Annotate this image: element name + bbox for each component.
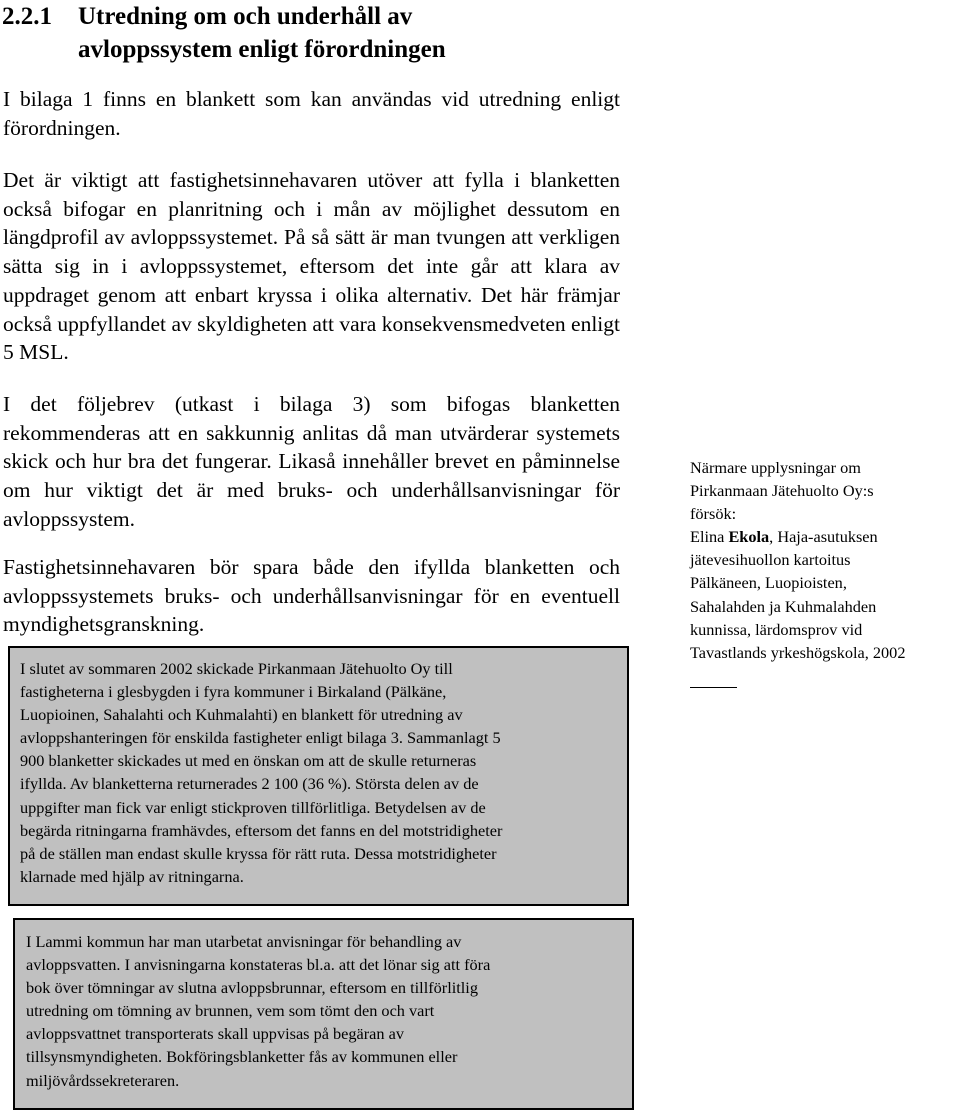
box-line: tillsynsmyndigheten. Bokföringsblanketter fås av kommunen eller xyxy=(26,1047,458,1067)
box-line: I slutet av sommaren 2002 skickade Pirkanmaan Jätehuolto Oy till xyxy=(20,659,453,678)
box-line: ifyllda. Av blanketterna returnerades 2 100 (36 %). Största delen av de xyxy=(20,774,479,794)
box-line: avloppsvattnet transporterats skall uppvisas på begäran av xyxy=(26,1024,404,1044)
case-study-box-pirkanmaa xyxy=(8,646,629,906)
box-line: uppgifter man fick var enligt stickproven tillförlitliga. Betydelsen av de xyxy=(20,797,486,817)
box-line: I Lammi kommun har man utarbetat anvisningar för behandling av xyxy=(26,932,462,951)
margin-note-line: Närmare upplysningar om xyxy=(690,458,861,477)
margin-note-line: jätevesihuollon kartoitus xyxy=(690,550,851,570)
case-study-box-lammi xyxy=(13,918,634,1110)
box-line: utredning om tömning av brunnen, vem som tömt den och vart xyxy=(26,1001,435,1021)
box-line: 900 blanketter skickades ut med en önskan om att de skulle returneras xyxy=(20,751,477,771)
box-line: bok över tömningar av slutna avloppsbrunnar, eftersom en tillförlitlig xyxy=(26,978,478,998)
box-line: fastigheterna i glesbygden i fyra kommuner i Birkaland (Pälkäne, xyxy=(20,682,447,702)
author-first-name: Elina xyxy=(690,527,729,547)
margin-note-line: försök: xyxy=(690,504,737,524)
body-paragraph: Det är viktigt att fastighetsinnehavaren utöver att fylla i blanketten också bifogar en planritning och i mån av möjlighet dessutom en längdprofil av avloppssystemet. På så sätt är man tvungen att verkligen sätta sig in i avloppssystemet, eftersom det inte går att klara av uppdraget genom att enbart kryssa i olika alternativ. Det här främjar också uppfyllandet av skyldigheten att vara konsekvensmedveten enligt 5 MSL. xyxy=(3,168,620,365)
margin-note-line: Pirkanmaan Jätehuolto Oy:s xyxy=(690,481,874,501)
box-line: miljövårdssekreteraren. xyxy=(26,1070,180,1090)
section-number: 2.2.1 xyxy=(2,3,52,30)
box-line: klarnade med hjälp av ritningarna. xyxy=(20,866,244,886)
margin-note-rule xyxy=(690,687,737,688)
margin-note-text: , Haja-asutuksen xyxy=(769,527,878,547)
body-paragraph: I bilaga 1 finns en blankett som kan användas vid utredning enligt förordningen. xyxy=(3,87,620,140)
body-paragraph: Fastighetsinnehavaren bör spara både den ifyllda blanketten och avloppssystemets bruks- och underhållsanvisningar för en eventuell myndighetsgranskning. xyxy=(3,555,620,637)
box-line: på de ställen man endast skulle kryssa för rätt ruta. Dessa motstridigheter xyxy=(20,843,497,863)
heading-line-1 xyxy=(2,0,642,33)
section-title-part-2: avloppssystem enligt förordningen xyxy=(78,36,446,63)
box-line: Luopioinen, Sahalahti och Kuhmalahti) en blankett för utredning av xyxy=(20,705,463,725)
margin-note-line: Pälkäneen, Luopioisten, xyxy=(690,573,847,593)
margin-note-line xyxy=(690,525,958,548)
box-line: begärda ritningarna framhävdes, eftersom det fanns en del motstridigheter xyxy=(20,820,503,840)
margin-note-line: kunnissa, lärdomsprov vid xyxy=(690,619,863,639)
section-heading xyxy=(2,0,642,66)
author-surname: Ekola xyxy=(728,527,770,547)
section-title-part-1: Utredning om och underhåll av xyxy=(78,3,413,30)
margin-note xyxy=(690,456,958,664)
box-line: avloppshanteringen för enskilda fastigheter enligt bilaga 3. Sammanlagt 5 xyxy=(20,728,501,748)
margin-note-line: Sahalahden ja Kuhmalahden xyxy=(690,596,877,616)
body-paragraph: I det följebrev (utkast i bilaga 3) som bifogas blanketten rekommenderas att en sakkunnig anlitas då man utvärderar systemets skick och hur bra det fungerar. Likaså innehåller brevet en påminnelse om hur viktigt det är med bruks- och underhållsanvisningar för avloppssystem. xyxy=(3,392,620,531)
box-line: avloppsvatten. I anvisningarna konstateras bl.a. att det lönar sig att föra xyxy=(26,955,491,975)
margin-note-line: Tavastlands yrkeshögskola, 2002 xyxy=(690,642,906,662)
